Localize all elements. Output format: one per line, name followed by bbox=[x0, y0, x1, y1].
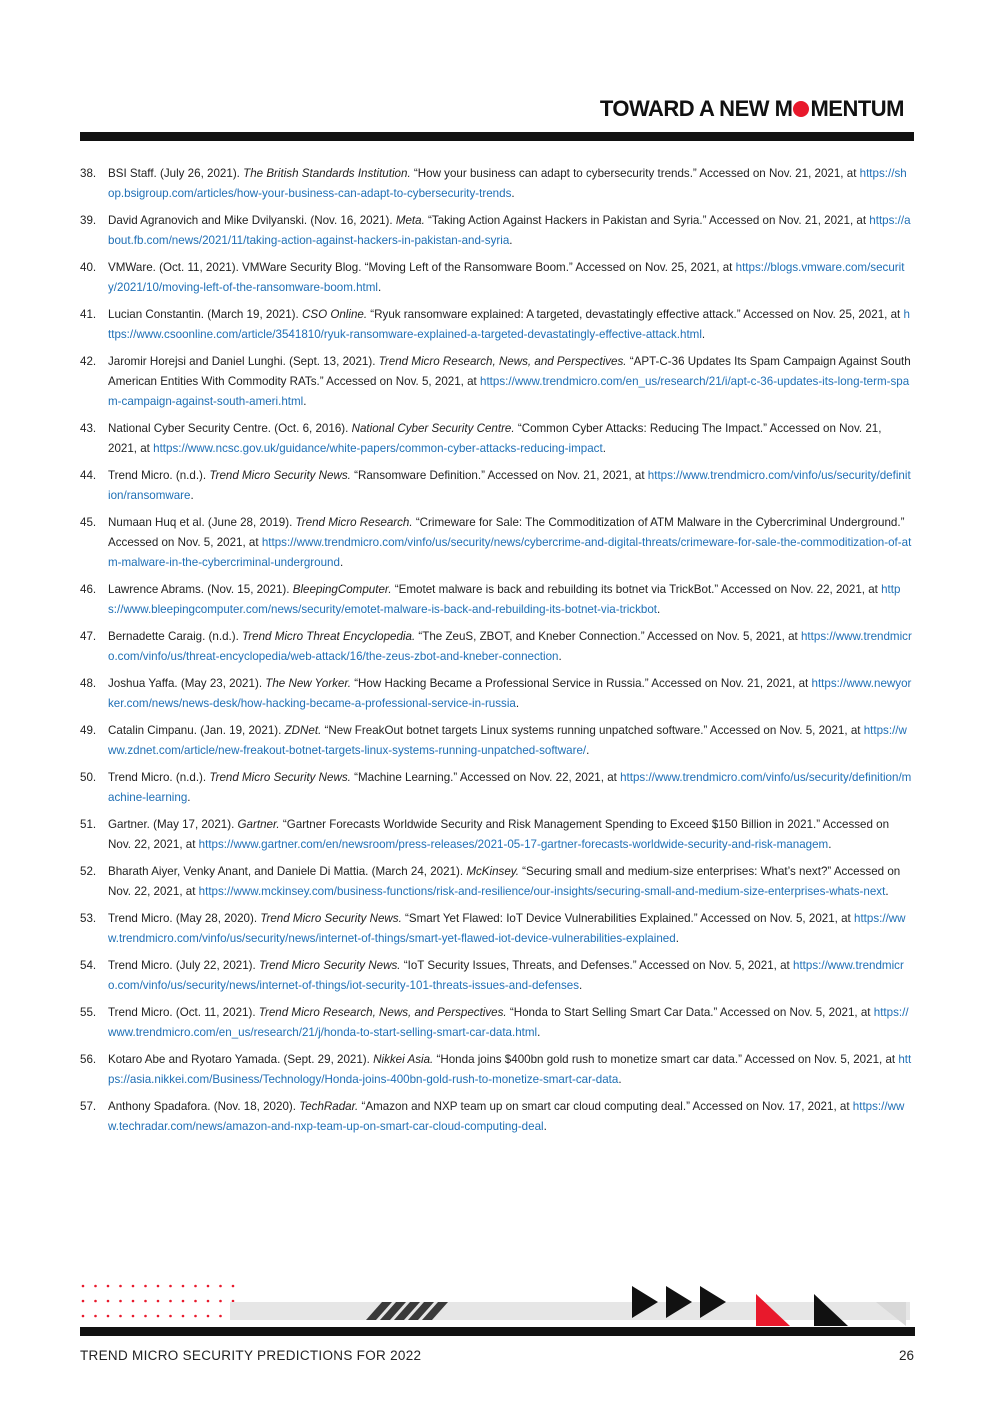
decor-dot bbox=[144, 1315, 147, 1318]
reference-source: Gartner. bbox=[237, 818, 280, 831]
decor-dot bbox=[94, 1315, 97, 1318]
reference-number: 55. bbox=[80, 1006, 97, 1019]
reference-authors: Bharath Aiyer, Venky Anant, and Daniele Di Mattia. (March 24, 2021). bbox=[108, 865, 467, 878]
reference-item: 40. VMWare. (Oct. 11, 2021). VMWare Security Blog. “Moving Left of the Ransomware Boom.” Accessed on Nov. 25, 2021, at https://blogs.vmware.com/security/2021/10/moving-left-of-the-ransomware-boom.html. bbox=[80, 258, 912, 298]
reference-authors: Joshua Yaffa. (May 23, 2021). bbox=[108, 677, 266, 690]
decor-dot bbox=[219, 1300, 222, 1303]
reference-item: 51. Gartner. (May 17, 2021). Gartner. “Gartner Forecasts Worldwide Security and Risk Management Spending to Exceed $150 Billion in 2021.” Accessed on Nov. 22, 2021, at https://www.gartner.com/en/newsroom/press-releases/2021-05-17-gartner-forecasts-worldwide-security-and-risk-managem. bbox=[80, 815, 912, 855]
reference-title: “Taking Action Against Hackers in Pakistan and Syria.” Accessed on Nov. 21, 2021, at bbox=[424, 214, 870, 227]
reference-link[interactable]: https://www.trendmicro.com/vinfo/us/security/news/internet-of-things/iot-security-101-threats-issues-and-defenses bbox=[108, 959, 904, 992]
reference-authors: Jaromir Horejsi and Daniel Lunghi. (Sept. 13, 2021). bbox=[108, 355, 379, 368]
reference-item: 38. BSI Staff. (July 26, 2021). The British Standards Institution. “How your business can adapt to cybersecurity trends.” Accessed on Nov. 21, 2021, at https://shop.bsigroup.com/articles/how-your-business-can-adapt-to-cybersecurity-trends. bbox=[80, 164, 912, 204]
decor-dot bbox=[219, 1285, 222, 1288]
reference-source: Trend Micro Security News. bbox=[260, 912, 402, 925]
reference-title: “Honda joins $400bn gold rush to monetize smart car data.” Accessed on Nov. 5, 2021, at bbox=[433, 1053, 899, 1066]
reference-authors: Anthony Spadafora. (Nov. 18, 2020). bbox=[108, 1100, 300, 1113]
decor-dot bbox=[144, 1285, 147, 1288]
reference-title: “Machine Learning.” Accessed on Nov. 22, 2021, at bbox=[350, 771, 621, 784]
reference-item: 44. Trend Micro. (n.d.). Trend Micro Security News. “Ransomware Definition.” Accessed on Nov. 21, 2021, at https://www.trendmicro.com/vinfo/us/security/definition/ransomware. bbox=[80, 466, 912, 506]
reference-source: McKinsey. bbox=[466, 865, 519, 878]
reference-link[interactable]: https://www.trendmicro.com/en_us/research/21/i/apt-c-36-updates-its-long-term-spam-campaign-against-south-ameri.html bbox=[108, 375, 910, 408]
reference-number: 42. bbox=[80, 355, 97, 368]
reference-item: 41. Lucian Constantin. (March 19, 2021). CSO Online. “Ryuk ransomware explained: A targeted, devastatingly effective attack.” Accessed on Nov. 25, 2021, at https://www.csoonline.com/article/3541810/ryuk-ransomware-explained-a-targeted-devastatingly-effective-attack.html. bbox=[80, 305, 912, 345]
decor-dot bbox=[169, 1300, 172, 1303]
decor-dot bbox=[107, 1315, 110, 1318]
reference-authors: Trend Micro. (Oct. 11, 2021). bbox=[108, 1006, 259, 1019]
reference-number: 49. bbox=[80, 724, 97, 737]
decor-dot bbox=[119, 1300, 122, 1303]
reference-number: 47. bbox=[80, 630, 97, 643]
reference-item: 55. Trend Micro. (Oct. 11, 2021). Trend Micro Research, News, and Perspectives. “Honda to Start Selling Smart Car Data.” Accessed on Nov. 5, 2021, at https://www.trendmicro.com/en_us/research/21/j/honda-to-start-selling-smart-car-data.html. bbox=[80, 1003, 912, 1043]
reference-link[interactable]: https://www.mckinsey.com/business-functions/risk-and-resilience/our-insights/securing-small-and-medium-size-enterprises-whats-next bbox=[198, 885, 886, 898]
decor-dot bbox=[94, 1285, 97, 1288]
reference-source: Trend Micro Research, News, and Perspectives. bbox=[258, 1006, 507, 1019]
reference-source: Trend Micro Security News. bbox=[259, 959, 401, 972]
reference-title: “IoT Security Issues, Threats, and Defenses.” Accessed on Nov. 5, 2021, at bbox=[400, 959, 793, 972]
reference-source: CSO Online. bbox=[301, 308, 368, 321]
reference-item: 47. Bernadette Caraig. (n.d.). Trend Micro Threat Encyclopedia. “The ZeuS, ZBOT, and Kneber Connection.” Accessed on Nov. 5, 2021, at https://www.trendmicro.com/vinfo/us/threat-encyclopedia/web-attack/16/the-zeus-zbot-and-kneber-connection. bbox=[80, 627, 912, 667]
reference-authors: Trend Micro. (n.d.). bbox=[108, 771, 210, 784]
reference-link[interactable]: https://www.trendmicro.com/vinfo/us/threat-encyclopedia/web-attack/16/the-zeus-zbot-and-kneber-connection bbox=[108, 630, 912, 663]
decor-dot bbox=[107, 1300, 110, 1303]
reference-authors: Kotaro Abe and Ryotaro Yamada. (Sept. 29, 2021). bbox=[108, 1053, 374, 1066]
reference-title: “APT-C-36 Updates Its Spam Campaign Against South American Entities With Commodity RATs.” Accessed on Nov. 5, 2021, at bbox=[108, 355, 911, 388]
reference-item: 39. David Agranovich and Mike Dvilyanski. (Nov. 16, 2021). Meta. “Taking Action Against Hackers in Pakistan and Syria.” Accessed on Nov. 21, 2021, at https://about.fb.com/news/2021/11/taking-action-against-hackers-in-pakistan-and-syria. bbox=[80, 211, 912, 251]
reference-source: Trend Micro Security News. bbox=[209, 469, 351, 482]
reference-source: BleepingComputer. bbox=[292, 583, 392, 596]
reference-link[interactable]: https://www.ncsc.gov.uk/guidance/white-papers/common-cyber-attacks-reducing-impact bbox=[153, 442, 603, 455]
reference-title: “Securing small and medium-size enterprises: What’s next?” Accessed on Nov. 22, 2021, at bbox=[108, 865, 901, 898]
reference-authors: Trend Micro. (May 28, 2020). bbox=[108, 912, 261, 925]
reference-link[interactable]: https://asia.nikkei.com/Business/Technology/Honda-joins-400bn-gold-rush-to-monetize-smart-car-data bbox=[108, 1053, 912, 1086]
decor-dot bbox=[144, 1300, 147, 1303]
reference-source: TechRadar. bbox=[299, 1100, 359, 1113]
reference-number: 54. bbox=[80, 959, 97, 972]
decor-dot bbox=[82, 1315, 85, 1318]
reference-source: The New Yorker. bbox=[265, 677, 351, 690]
decor-dot bbox=[157, 1315, 160, 1318]
reference-number: 57. bbox=[80, 1100, 97, 1113]
reference-source: National Cyber Security Centre. bbox=[351, 422, 515, 435]
decor-dot bbox=[132, 1300, 135, 1303]
reference-link[interactable]: https://www.trendmicro.com/en_us/research/21/j/honda-to-start-selling-smart-car-data.html bbox=[108, 1006, 909, 1039]
decor-dot bbox=[169, 1285, 172, 1288]
reference-link[interactable]: https://www.newyorker.com/news/news-desk/how-hacking-became-a-professional-service-in-russia bbox=[108, 677, 912, 710]
reference-link[interactable]: https://www.trendmicro.com/vinfo/us/security/news/cybercrime-and-digital-threats/crimeware-for-sale-the-commoditization-of-atm-malware-in-the-cybercriminal-underground bbox=[108, 536, 912, 569]
reference-title: “How your business can adapt to cybersecurity trends.” Accessed on Nov. 21, 2021, at bbox=[410, 167, 860, 180]
reference-number: 41. bbox=[80, 308, 97, 321]
reference-item: 53. Trend Micro. (May 28, 2020). Trend Micro Security News. “Smart Yet Flawed: IoT Device Vulnerabilities Explained.” Accessed on Nov. 5, 2021, at https://www.trendmicro.com/vinfo/us/security/news/internet-of-things/smart-yet-flawed-iot-device-vulnerabilities-explained. bbox=[80, 909, 912, 949]
decor-dot bbox=[94, 1300, 97, 1303]
decor-dot bbox=[194, 1300, 197, 1303]
decor-dot bbox=[157, 1285, 160, 1288]
decor-dot bbox=[132, 1285, 135, 1288]
reference-title: “Gartner Forecasts Worldwide Security and Risk Management Spending to Exceed $150 Billion in 2021.” Accessed on Nov. 22, 2021, at bbox=[108, 818, 890, 851]
reference-link[interactable]: https://www.csoonline.com/article/3541810/ryuk-ransomware-explained-a-targeted-devastatingly-effective-attack.html bbox=[108, 308, 910, 341]
reference-link[interactable]: https://shop.bsigroup.com/articles/how-your-business-can-adapt-to-cybersecurity-trends bbox=[108, 167, 907, 200]
footer-rule bbox=[80, 1327, 915, 1336]
reference-item: 50. Trend Micro. (n.d.). Trend Micro Security News. “Machine Learning.” Accessed on Nov. 22, 2021, at https://www.trendmicro.com/vinfo/us/security/definition/machine-learning. bbox=[80, 768, 912, 808]
reference-link[interactable]: https://www.techradar.com/news/amazon-and-nxp-team-up-on-smart-car-cloud-computing-deal bbox=[108, 1100, 905, 1133]
reference-source: Trend Micro Security News. bbox=[209, 771, 351, 784]
decor-dot bbox=[182, 1285, 185, 1288]
page-number: 26 bbox=[898, 1348, 914, 1363]
reference-link[interactable]: https://www.trendmicro.com/vinfo/us/security/news/internet-of-things/smart-yet-flawed-iot-device-vulnerabilities-explained bbox=[108, 912, 906, 945]
reference-title: “Smart Yet Flawed: IoT Device Vulnerabilities Explained.” Accessed on Nov. 5, 2021, at bbox=[401, 912, 854, 925]
decor-dot bbox=[119, 1315, 122, 1318]
reference-item: 46. Lawrence Abrams. (Nov. 15, 2021). BleepingComputer. “Emotet malware is back and rebuilding its botnet via TrickBot.” Accessed on Nov. 22, 2021, at https://www.bleepingcomputer.com/news/security/emotet-malware-is-back-and-rebuilding-its-botnet-via-trickbot. bbox=[80, 580, 912, 620]
decor-dot bbox=[207, 1300, 210, 1303]
decor-dot bbox=[132, 1315, 135, 1318]
reference-source: Meta. bbox=[395, 214, 425, 227]
header-rule bbox=[80, 132, 914, 141]
reference-item: 56. Kotaro Abe and Ryotaro Yamada. (Sept. 29, 2021). Nikkei Asia. “Honda joins $400bn gold rush to monetize smart car data.” Accessed on Nov. 5, 2021, at https://asia.nikkei.com/Business/Technology/Honda-joins-400bn-gold-rush-to-monetize-smart-car-data. bbox=[80, 1050, 912, 1090]
decor-dot bbox=[232, 1285, 235, 1288]
reference-title: “Honda to Start Selling Smart Car Data.” Accessed on Nov. 5, 2021, at bbox=[506, 1006, 874, 1019]
reference-source: Trend Micro Research, News, and Perspectives. bbox=[378, 355, 627, 368]
decor-dot bbox=[194, 1285, 197, 1288]
reference-number: 40. bbox=[80, 261, 97, 274]
reference-link[interactable]: https://www.trendmicro.com/vinfo/us/security/definition/machine-learning bbox=[108, 771, 912, 804]
decor-dot bbox=[157, 1300, 160, 1303]
reference-number: 38. bbox=[80, 167, 97, 180]
reference-title: “Emotet malware is back and rebuilding its botnet via TrickBot.” Accessed on Nov. 22, 2021, at bbox=[391, 583, 882, 596]
reference-number: 53. bbox=[80, 912, 97, 925]
reference-number: 56. bbox=[80, 1053, 97, 1066]
reference-item: 57. Anthony Spadafora. (Nov. 18, 2020). TechRadar. “Amazon and NXP team up on smart car cloud computing deal.” Accessed on Nov. 17, 2021, at https://www.techradar.com/news/amazon-and-nxp-team-up-on-smart-car-cloud-computing-deal. bbox=[80, 1097, 912, 1137]
reference-authors: Numaan Huq et al. (June 28, 2019). bbox=[108, 516, 296, 529]
reference-source: Nikkei Asia. bbox=[373, 1053, 434, 1066]
reference-link[interactable]: https://www.zdnet.com/article/new-freakout-botnet-targets-linux-systems-running-unpatched-software/ bbox=[108, 724, 907, 757]
reference-authors: National Cyber Security Centre. (Oct. 6, 2016). bbox=[108, 422, 352, 435]
decor-dot bbox=[169, 1315, 172, 1318]
logo-o-icon bbox=[793, 101, 809, 117]
reference-authors: Lucian Constantin. (March 19, 2021). bbox=[108, 308, 302, 321]
reference-authors: Trend Micro. (July 22, 2021). bbox=[108, 959, 259, 972]
decor-dot bbox=[194, 1315, 197, 1318]
reference-number: 51. bbox=[80, 818, 97, 831]
reference-item: 54. Trend Micro. (July 22, 2021). Trend Micro Security News. “IoT Security Issues, Threats, and Defenses.” Accessed on Nov. 5, 2021, at https://www.trendmicro.com/vinfo/us/security/news/internet-of-things/iot-security-101-threats-issues-and-defenses. bbox=[80, 956, 912, 996]
reference-link[interactable]: https://www.gartner.com/en/newsroom/press-releases/2021-05-17-gartner-forecasts-worldwide-security-and-risk-managem bbox=[198, 838, 829, 851]
decor-dot bbox=[232, 1300, 235, 1303]
reference-link[interactable]: https://www.bleepingcomputer.com/news/security/emotet-malware-is-back-and-rebuilding-its-botnet-via-trickbot bbox=[108, 583, 901, 616]
decor-dot bbox=[107, 1285, 110, 1288]
decor-dot bbox=[182, 1315, 185, 1318]
reference-authors: BSI Staff. (July 26, 2021). bbox=[108, 167, 244, 180]
decor-dot bbox=[119, 1285, 122, 1288]
reference-source: The British Standards Institution. bbox=[243, 167, 411, 180]
reference-number: 52. bbox=[80, 865, 97, 878]
decor-dot bbox=[82, 1300, 85, 1303]
reference-number: 44. bbox=[80, 469, 97, 482]
decor-dot bbox=[182, 1300, 185, 1303]
logo-text-end: MENTUM bbox=[810, 96, 904, 121]
dot-pattern bbox=[82, 1285, 235, 1318]
reference-title: “How Hacking Became a Professional Service in Russia.” Accessed on Nov. 21, 2021, at bbox=[350, 677, 812, 690]
gray-band bbox=[230, 1302, 910, 1320]
reference-item: 42. Jaromir Horejsi and Daniel Lunghi. (Sept. 13, 2021). Trend Micro Research, News, and Perspectives. “APT-C-36 Updates Its Spam Campaign Against South American Entities With Commodity RATs.” Accessed on Nov. 5, 2021, at https://www.trendmicro.com/en_us/research/21/i/apt-c-36-updates-its-long-term-spam-campaign-against-south-ameri.html. bbox=[80, 352, 912, 412]
reference-number: 39. bbox=[80, 214, 97, 227]
reference-title: “Amazon and NXP team up on smart car cloud computing deal.” Accessed on Nov. 17, 2021, at bbox=[358, 1100, 853, 1113]
reference-source: Trend Micro Threat Encyclopedia. bbox=[242, 630, 416, 643]
reference-item: 49. Catalin Cimpanu. (Jan. 19, 2021). ZDNet. “New FreakOut botnet targets Linux systems running unpatched software.” Accessed on Nov. 5, 2021, at https://www.zdnet.com/article/new-freakout-botnet-targets-linux-systems-running-unpatched-software/. bbox=[80, 721, 912, 761]
reference-link[interactable]: https://www.trendmicro.com/vinfo/us/security/definition/ransomware bbox=[108, 469, 911, 502]
reference-number: 43. bbox=[80, 422, 97, 435]
reference-title: “Ransomware Definition.” Accessed on Nov. 21, 2021, at bbox=[350, 469, 648, 482]
reference-authors: David Agranovich and Mike Dvilyanski. (Nov. 16, 2021). bbox=[108, 214, 396, 227]
reference-item: 48. Joshua Yaffa. (May 23, 2021). The New Yorker. “How Hacking Became a Professional Service in Russia.” Accessed on Nov. 21, 2021, at https://www.newyorker.com/news/news-desk/how-hacking-became-a-professional-service-in-russia. bbox=[80, 674, 912, 714]
decor-dot bbox=[207, 1315, 210, 1318]
reference-authors: VMWare. (Oct. 11, 2021). VMWare Security Blog. “Moving Left of the Ransomware Boom.” Accessed on Nov. 25, 2021, at bbox=[108, 261, 736, 274]
reference-number: 50. bbox=[80, 771, 97, 784]
reference-item: 52. Bharath Aiyer, Venky Anant, and Daniele Di Mattia. (March 24, 2021). McKinsey. “Securing small and medium-size enterprises: What’s next?” Accessed on Nov. 22, 2021, at https://www.mckinsey.com/business-functions/risk-and-resilience/our-insights/securing-small-and-medium-size-enterprises-whats-next. bbox=[80, 862, 912, 902]
reference-title: “Ryuk ransomware explained: A targeted, devastatingly effective attack.” Accessed on Nov. 25, 2021, at bbox=[367, 308, 904, 321]
footer-title: TREND MICRO SECURITY PREDICTIONS FOR 2022 bbox=[80, 1348, 422, 1363]
reference-source: Trend Micro Research. bbox=[295, 516, 413, 529]
reference-number: 46. bbox=[80, 583, 97, 596]
reference-title: “Common Cyber Attacks: Reducing The Impact.” Accessed on Nov. 21, 2021, at bbox=[108, 422, 882, 455]
reference-number: 45. bbox=[80, 516, 97, 529]
reference-item: 43. National Cyber Security Centre. (Oct. 6, 2016). National Cyber Security Centre. “Common Cyber Attacks: Reducing The Impact.” Accessed on Nov. 21, 2021, at https://www.ncsc.gov.uk/guidance/white-papers/common-cyber-attacks-reducing-impact. bbox=[80, 419, 912, 459]
decor-dot bbox=[207, 1285, 210, 1288]
reference-authors: Lawrence Abrams. (Nov. 15, 2021). bbox=[108, 583, 293, 596]
logo-text-start: TOWARD A NEW M bbox=[599, 96, 793, 121]
reference-link[interactable]: https://blogs.vmware.com/security/2021/10/moving-left-of-the-ransomware-boom.html bbox=[108, 261, 905, 294]
reference-link[interactable]: https://about.fb.com/news/2021/11/taking-action-against-hackers-in-pakistan-and-syria bbox=[108, 214, 911, 247]
reference-authors: Trend Micro. (n.d.). bbox=[108, 469, 210, 482]
reference-authors: Bernadette Caraig. (n.d.). bbox=[108, 630, 243, 643]
reference-source: ZDNet. bbox=[284, 724, 322, 737]
decor-dot bbox=[82, 1285, 85, 1288]
reference-item: 45. Numaan Huq et al. (June 28, 2019). Trend Micro Research. “Crimeware for Sale: The Commoditization of ATM Malware in the Cybercriminal Underground.” Accessed on Nov. 5, 2021, at https://www.trendmicro.com/vinfo/us/security/news/cybercrime-and-digital-threats/crimeware-for-sale-the-commoditization-of-atm-malware-in-the-cybercriminal-underground. bbox=[80, 513, 912, 573]
reference-title: “Crimeware for Sale: The Commoditization of ATM Malware in the Cybercriminal Underground.” Accessed on Nov. 5, 2021, at bbox=[108, 516, 905, 549]
reference-authors: Catalin Cimpanu. (Jan. 19, 2021). bbox=[108, 724, 285, 737]
brand-logo bbox=[600, 96, 904, 122]
references-list bbox=[80, 164, 912, 1144]
reference-title: “New FreakOut botnet targets Linux systems running unpatched software.” Accessed on Nov. 5, 2021, at bbox=[321, 724, 864, 737]
reference-number: 48. bbox=[80, 677, 97, 690]
decor-dot bbox=[219, 1315, 222, 1318]
reference-authors: Gartner. (May 17, 2021). bbox=[108, 818, 238, 831]
reference-title: “The ZeuS, ZBOT, and Kneber Connection.” Accessed on Nov. 5, 2021, at bbox=[415, 630, 801, 643]
